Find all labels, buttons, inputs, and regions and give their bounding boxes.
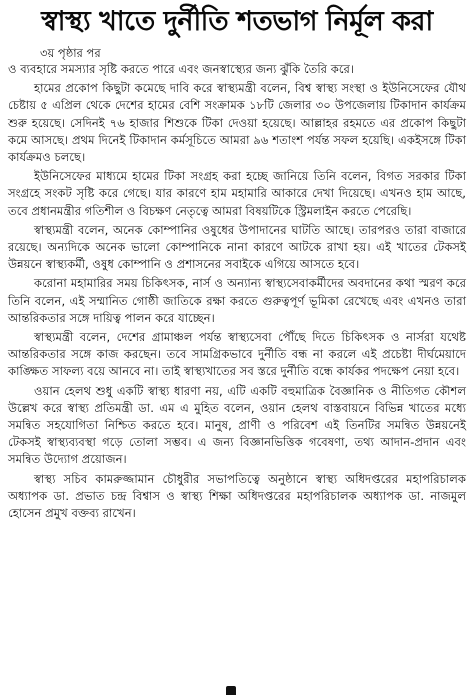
article-paragraph: ও ব্যবহারে সমস্যার সৃষ্টি করতে পারে এবং জনস্বাস্থ্যের জন্য ঝুঁকি তৈরি করে। bbox=[8, 62, 355, 76]
article-paragraph: ওয়ান হেলথ শুধু একটি স্বাস্থ্য ধারণা নয়, এটি একটি বহুমাত্রিক বৈজ্ঞানিক ও নীতিগত কৌশল উল্লেখ করে স্বাস্থ্য প্রতিমন্ত্রী ডা. এম এ মুহিত বলেন, ওয়ান হেলথ বাস্তবায়নে বিভিন্ন খাতের মধ্যে সমন্বিত সহযোগিতা নিশ্চিত করতে হবে। মানুষ, প্রাণী ও পরিবেশ এই তিনটির সমন্বিত উন্নয়নেই টেকসই স্বাস্থ্যব্যবস্থা গড়ে তোলা সম্ভব। এ জন্য বিজ্ঞানভিত্তিক গবেষণা, তথ্য আদান-প্রদান এবং সমন্বিত উদ্যোগ প্রয়োজন। bbox=[8, 383, 466, 467]
article-paragraph: স্বাস্থ্যমন্ত্রী বলেন, দেশের গ্রামাঞ্চল পর্যন্ত স্বাস্থ্যসেবা পৌঁছে দিতে চিকিৎসক ও নার্সরা যথেষ্ট আন্তরিকতার সঙ্গে কাজ করছেন। তবে সামগ্রিকভাবে দুর্নীতি বন্ধ না করলে এই প্রচেষ্টা দীর্ঘমেয়াদে কাঙ্ক্ষিত সাফল্য বয়ে আনবে না। তাই স্বাস্থ্যখাতের সব স্তরে দুর্নীতি বন্ধে কার্যকর পদক্ষেপ নেয়া হবে। bbox=[8, 330, 466, 379]
article-paragraph: ইউনিসেফের মাধ্যমে হামের টিকা সংগ্রহ করা হচ্ছে জানিয়ে তিনি বলেন, বিগত সরকার টিকা সংগ্রহে সংকট সৃষ্টি করে গেছে। যার কারণে হাম মহামারি আকারে দেখা দিয়েছে। এখনও হাম আছে, তবে প্রধানমন্ত্রীর গতিশীল ও বিচক্ষণ নেতৃত্বে আমরা বিষয়টিকে স্ট্রিমলাইন করতে পেরেছি। bbox=[8, 169, 466, 218]
article-paragraph: করোনা মহামারির সময় চিকিৎসক, নার্স ও অন্যান্য স্বাস্থ্যসেবাকর্মীদের অবদানের কথা স্মরণ করে তিনি বলেন, এই সম্মানিত গোষ্ঠী জাতিকে রক্ষা করতে গুরুত্বপূর্ণ ভূমিকা রেখেছে এবং এখনও তারা আন্তরিকতার সঙ্গে দায়িত্ব পালন করে যাচ্ছেন। bbox=[8, 276, 466, 325]
continued-from-note: ৩য় পৃষ্ঠার পর bbox=[40, 46, 101, 60]
article-paragraph: স্বাস্থ্যমন্ত্রী বলেন, অনেক কোম্পানির ওষুধের উপাদানের ঘাটতি আছে। তারপরও তারা বাজারে রয়েছে। অন্যদিকে অনেক ভালো কোম্পানিকে নানা কারণে আটকে রাখা হয়। এই খাতের টেকসই উন্নয়নে স্বাস্থ্যকর্মী, ওষুধ কোম্পানি ও প্রশাসনের সবাইকে এগিয়ে আসতে হবে। bbox=[8, 222, 466, 272]
clipping-edge-mark bbox=[226, 686, 236, 695]
article-body bbox=[8, 61, 466, 522]
article-paragraph: হামের প্রকোপ কিছুটা কমেছে দাবি করে স্বাস্থ্যমন্ত্রী বলেন, বিশ্ব স্বাস্থ্য সংস্থা ও ইউনিসেফের যৌথ চেষ্টায় ৫ এপ্রিল থেকে দেশের হামের বেশি সংক্রামক ১৮টি জেলার ৩০ উপজেলায় টিকাদান কার্যক্রম শুরু হয়েছে। সেদিনই ৭৬ হাজার শিশুকে টিকা দেওয়া হয়েছে। আল্লাহর রহমতে এর প্রকোপ কিছুটা কমে আসছে। প্রথম দিনেই টিকাদান কর্মসূচিতে আমরা ৯৬ শতাংশ পর্যন্ত সফল হয়েছি। একইসঙ্গে টিকা কার্যক্রমও চলছে। bbox=[8, 81, 466, 165]
article-paragraph: স্বাস্থ্য সচিব কামরুজ্জামান চৌধুরীর সভাপতিত্বে অনুষ্ঠানে স্বাস্থ্য অধিদপ্তরের মহাপরিচালক অধ্যাপক ডা. প্রভাত চন্দ্র বিশ্বাস ও স্বাস্থ্য শিক্ষা অধিদপ্তরের মহাপরিচালক অধ্যাপক ডা. নাজমুল হোসেন প্রমুখ বক্তব্য রাখেন। bbox=[8, 471, 466, 521]
article-headline: স্বাস্থ্য খাতে দুর্নীতি শতভাগ নির্মূল করা bbox=[41, 6, 433, 37]
